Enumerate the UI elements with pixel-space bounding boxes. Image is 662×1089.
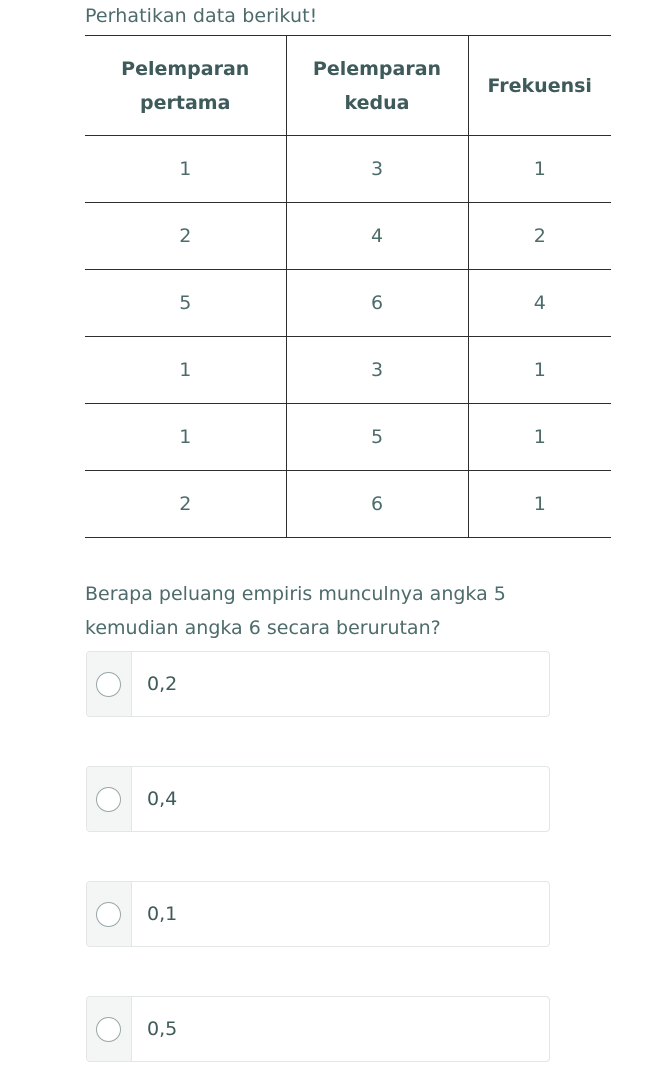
cell-frequency: 1 <box>468 337 611 404</box>
header-second-throw: Pelemparan kedua <box>286 36 468 136</box>
table-row <box>85 203 611 270</box>
option-label: 0,4 <box>147 788 178 810</box>
table-row <box>85 270 611 337</box>
radio-cell <box>87 767 132 831</box>
header-first-throw: Pelemparan pertama <box>85 36 286 136</box>
cell-first-throw: 2 <box>85 203 286 270</box>
cell-second-throw: 6 <box>286 471 468 538</box>
answer-option-b[interactable] <box>86 766 550 832</box>
question-text: Berapa peluang empiris munculnya angka 5 kemudian angka 6 secara berurutan? <box>85 583 506 639</box>
radio-button-icon[interactable] <box>96 1017 121 1042</box>
answer-option-c[interactable] <box>86 881 550 947</box>
radio-button-icon[interactable] <box>96 787 121 812</box>
table-row <box>85 471 611 538</box>
answer-option-d[interactable] <box>86 996 550 1062</box>
option-label: 0,1 <box>147 903 178 925</box>
cell-second-throw: 4 <box>286 203 468 270</box>
cell-frequency: 2 <box>468 203 611 270</box>
answer-option-a[interactable] <box>86 651 550 717</box>
cell-second-throw: 5 <box>286 404 468 471</box>
data-table <box>85 35 611 538</box>
radio-cell <box>87 997 132 1061</box>
cell-frequency: 1 <box>468 404 611 471</box>
radio-button-icon[interactable] <box>96 672 121 697</box>
option-label: 0,5 <box>147 1018 178 1040</box>
cell-frequency: 4 <box>468 270 611 337</box>
intro-text: Perhatikan data berikut! <box>85 5 318 27</box>
header-frequency: Frekuensi <box>468 36 611 136</box>
radio-cell <box>87 652 132 716</box>
cell-second-throw: 3 <box>286 136 468 203</box>
cell-first-throw: 2 <box>85 471 286 538</box>
cell-frequency: 1 <box>468 136 611 203</box>
table-row <box>85 404 611 471</box>
cell-first-throw: 5 <box>85 270 286 337</box>
cell-frequency: 1 <box>468 471 611 538</box>
table-header-row <box>85 36 611 136</box>
cell-first-throw: 1 <box>85 404 286 471</box>
cell-second-throw: 6 <box>286 270 468 337</box>
cell-second-throw: 3 <box>286 337 468 404</box>
radio-button-icon[interactable] <box>96 902 121 927</box>
table-row <box>85 136 611 203</box>
table-row <box>85 337 611 404</box>
cell-first-throw: 1 <box>85 136 286 203</box>
option-label: 0,2 <box>147 673 178 695</box>
cell-first-throw: 1 <box>85 337 286 404</box>
radio-cell <box>87 882 132 946</box>
